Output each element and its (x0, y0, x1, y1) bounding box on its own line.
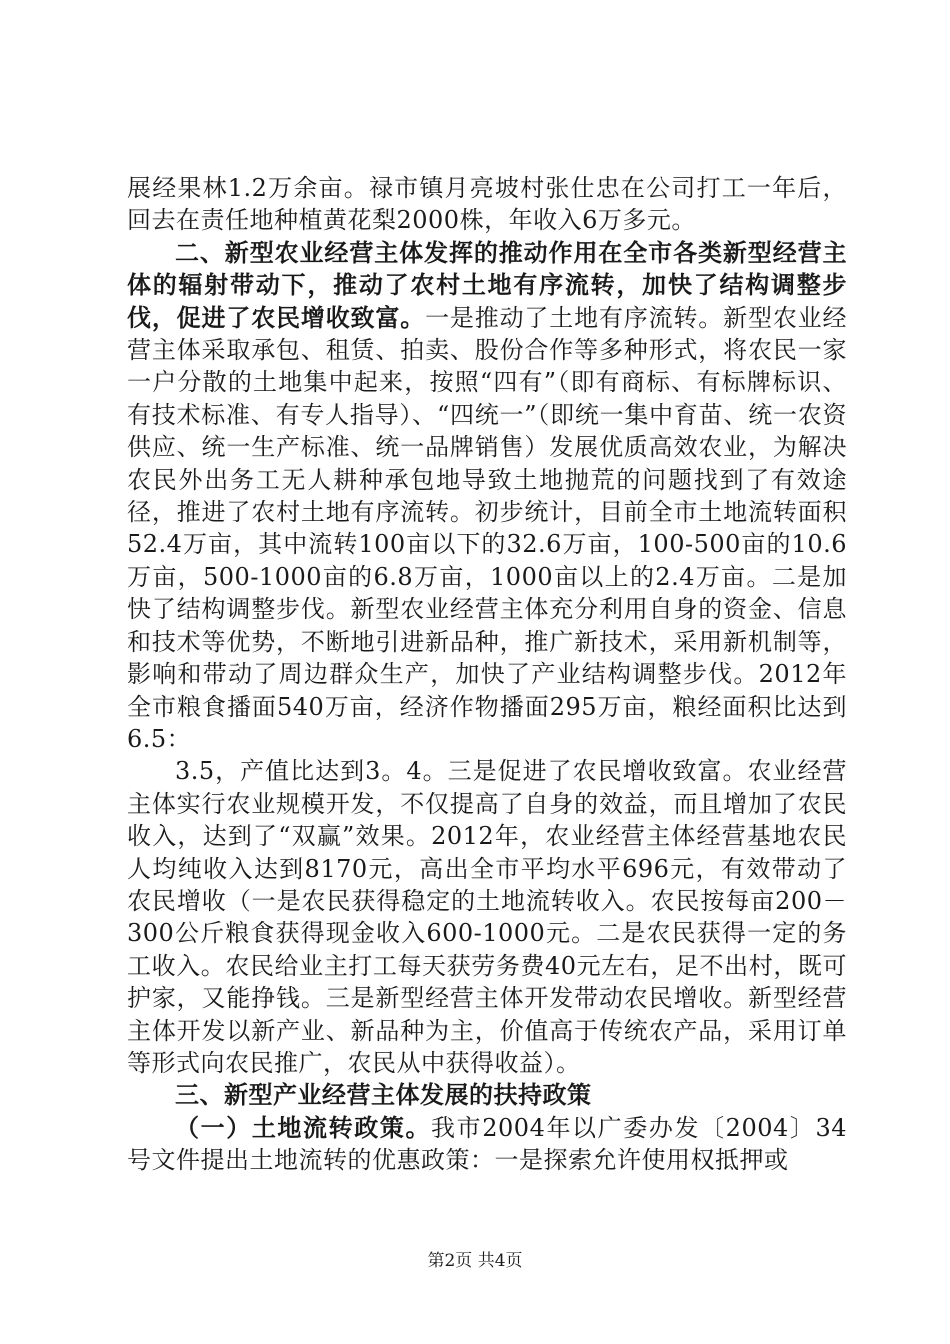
paragraph-2-text: 一是推动了土地有序流转。新型农业经营主体采取承包、租赁、拍卖、股份合作等多种形式，将农民一家一户分散的土地集中起来，按照“四有”（即有商标、有标牌标识、有技术标准、有专人指导）、“四统一”（即统一集中育苗、统一农资供应、统一生产标准、统一品牌销售）发展优质高效农业，为解决农民外出务工无人耕种承包地导致土地抛荒的问题找到了有效途径，推进了农村土地有序流转。初步统计，目前全市土地流转面积52.4万亩，其中流转100亩以下的32.6万亩，100-500亩的10.6万亩，500-1000亩的6.8万亩，1000亩以上的2.4万亩。二是加快了结构调整步伐。新型农业经营主体充分利用自身的资金、信息和技术等优势，不断地引进新品种，推广新技术，采用新机制等，影响和带动了周边群众生产，加快了产业结构调整步伐。2012年全市粮食播面540万亩，经济作物播面295万亩，粮经面积比达到6.5： (127, 303, 848, 753)
paragraph-1: 展经果林1.2万余亩。禄市镇月亮坡村张仕忠在公司打工一年后，回去在责任地种植黄花梨2000株，年收入6万多元。 (127, 174, 847, 235)
subheading-land-transfer: （一）土地流转政策。 (175, 1113, 432, 1142)
paragraph-2 (127, 237, 847, 756)
section-heading-3: 三、新型产业经营主体发展的扶持政策 (175, 1081, 592, 1110)
page-footer: 第2页 共4页 (427, 1251, 523, 1271)
paragraph-4-text: 我市2004年以广委办发〔2004〕34号文件提出土地流转的优惠政策：一是探索允许使用权抵押或 (127, 1113, 847, 1175)
document-body (127, 172, 847, 1177)
section-heading-2: 二、新型农业经营主体发挥的推动作用在全市各类新型经营主体的辐射带动下，推动了农村土地有序流转，加快了结构调整步伐，促进了农民增收致富。 (127, 238, 847, 332)
paragraph-4 (127, 1112, 847, 1177)
paragraph-3: 3.5，产值比达到3。4。三是促进了农民增收致富。农业经营主体实行农业规模开发，不仅提高了自身的效益，而且增加了农民收入，达到了“双赢”效果。2012年，农业经营主体经营基地农民人均纯收入达到8170元，高出全市平均水平696元，有效带动了农民增收（一是农民获得稳定的土地流转收入。农民按每亩200－300公斤粮食获得现金收入600-1000元。二是农民获得一定的务工收入。农民给业主打工每天获劳务费40元左右，足不出村，既可护家，又能挣钱。三是新型经营主体开发带动农民增收。新型经营主体开发以新产业、新品种为主，价值高于传统农产品，采用订单等形式向农民推广，农民从中获得收益）。 (127, 757, 847, 1077)
